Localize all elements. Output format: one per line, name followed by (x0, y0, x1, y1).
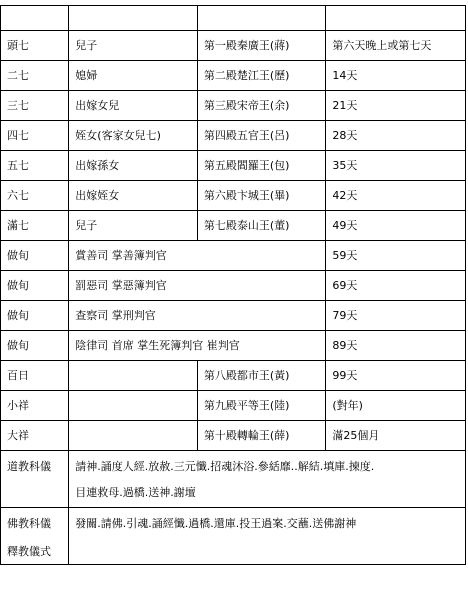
table-row (1, 391, 466, 421)
king-cell: 第一殿秦廣王(蔣) (197, 31, 326, 61)
performer-cell (69, 361, 198, 391)
king-cell: 第九殿平等王(陸) (197, 391, 326, 421)
taoist-ritual-row (1, 451, 466, 508)
buddhist-label-cell (1, 508, 69, 565)
taoist-procedure-line: 請神.誦度人經.放赦.三元懺.招魂沐浴.參絬靡..解結.填庫.揀度. (75, 460, 375, 473)
taoist-procedure-line: 目連救母.過橋.送神.謝壇 (75, 486, 196, 499)
day-cell: 89天 (326, 331, 466, 361)
judge-cell: 罰惡司 掌惡簿判官 (69, 271, 326, 301)
performer-cell (69, 421, 198, 451)
judge-cell: 查察司 掌刑判官 (69, 301, 326, 331)
period-cell: 做旬 (1, 241, 69, 271)
period-cell: 做旬 (1, 331, 69, 361)
day-cell: 99天 (326, 361, 466, 391)
performer-cell: 兒子 (69, 31, 198, 61)
period-cell: 二七 (1, 61, 69, 91)
king-cell: 第二殿楚江王(歷) (197, 61, 326, 91)
buddhist-ritual-row (1, 508, 466, 565)
table-row (1, 331, 466, 361)
performer-cell: 出嫁孫女 (69, 151, 198, 181)
period-cell: 小祥 (1, 391, 69, 421)
taoist-label: 道教科儀 (7, 460, 51, 473)
performer-cell: 媳婦 (69, 61, 198, 91)
table-row (1, 271, 466, 301)
day-cell: (對年) (326, 391, 466, 421)
king-cell: 第八殿都市王(黃) (197, 361, 326, 391)
taoist-procedure-cell (69, 451, 466, 508)
day-cell: 21天 (326, 91, 466, 121)
day-cell: 42天 (326, 181, 466, 211)
period-cell: 六七 (1, 181, 69, 211)
header-cell (326, 6, 466, 31)
king-cell: 第七殿泰山王(董) (197, 211, 326, 241)
buddhist-label: 佛教科儀 (7, 517, 51, 530)
period-cell: 百日 (1, 361, 69, 391)
performer-cell: 姪女(客家女兒七) (69, 121, 198, 151)
buddhist-label: 釋教儀式 (7, 545, 51, 558)
day-cell: 69天 (326, 271, 466, 301)
table-row (1, 301, 466, 331)
day-cell: 49天 (326, 211, 466, 241)
period-cell: 滿七 (1, 211, 69, 241)
header-cell (197, 6, 326, 31)
table-row (1, 31, 466, 61)
king-cell: 第十殿轉輪王(薛) (197, 421, 326, 451)
day-cell: 滿25個月 (326, 421, 466, 451)
king-cell: 第三殿宋帝王(余) (197, 91, 326, 121)
judge-cell: 陰律司 首席 掌生死簿判官 崔判官 (69, 331, 326, 361)
period-cell: 三七 (1, 91, 69, 121)
period-cell: 大祥 (1, 421, 69, 451)
header-row (1, 6, 466, 31)
performer-cell: 出嫁姪女 (69, 181, 198, 211)
table-row (1, 361, 466, 391)
day-cell: 59天 (326, 241, 466, 271)
day-cell: 35天 (326, 151, 466, 181)
table-row (1, 61, 466, 91)
king-cell: 第四殿五官王(呂) (197, 121, 326, 151)
table-row (1, 151, 466, 181)
buddhist-procedure-line: 發關.請佛.引魂.誦經懺.過橋.還庫.投王過案.交蘸.送佛謝神 (75, 517, 357, 530)
table-row (1, 121, 466, 151)
day-cell: 28天 (326, 121, 466, 151)
mourning-rites-table (0, 5, 466, 565)
buddhist-procedure-cell (69, 508, 466, 565)
king-cell: 第六殿卞城王(畢) (197, 181, 326, 211)
table-row (1, 241, 466, 271)
day-cell: 79天 (326, 301, 466, 331)
performer-cell: 兒子 (69, 211, 198, 241)
header-cell (69, 6, 198, 31)
table-row (1, 421, 466, 451)
table-row (1, 91, 466, 121)
header-cell (1, 6, 69, 31)
period-cell: 四七 (1, 121, 69, 151)
period-cell: 五七 (1, 151, 69, 181)
table-row (1, 211, 466, 241)
judge-cell: 賞善司 掌善簿判官 (69, 241, 326, 271)
day-cell: 第六天晚上或第七天 (326, 31, 466, 61)
king-cell: 第五殿閻羅王(包) (197, 151, 326, 181)
performer-cell (69, 391, 198, 421)
table-row (1, 181, 466, 211)
period-cell: 做旬 (1, 271, 69, 301)
performer-cell: 出嫁女兒 (69, 91, 198, 121)
taoist-label-cell (1, 451, 69, 508)
period-cell: 做旬 (1, 301, 69, 331)
day-cell: 14天 (326, 61, 466, 91)
period-cell: 頭七 (1, 31, 69, 61)
